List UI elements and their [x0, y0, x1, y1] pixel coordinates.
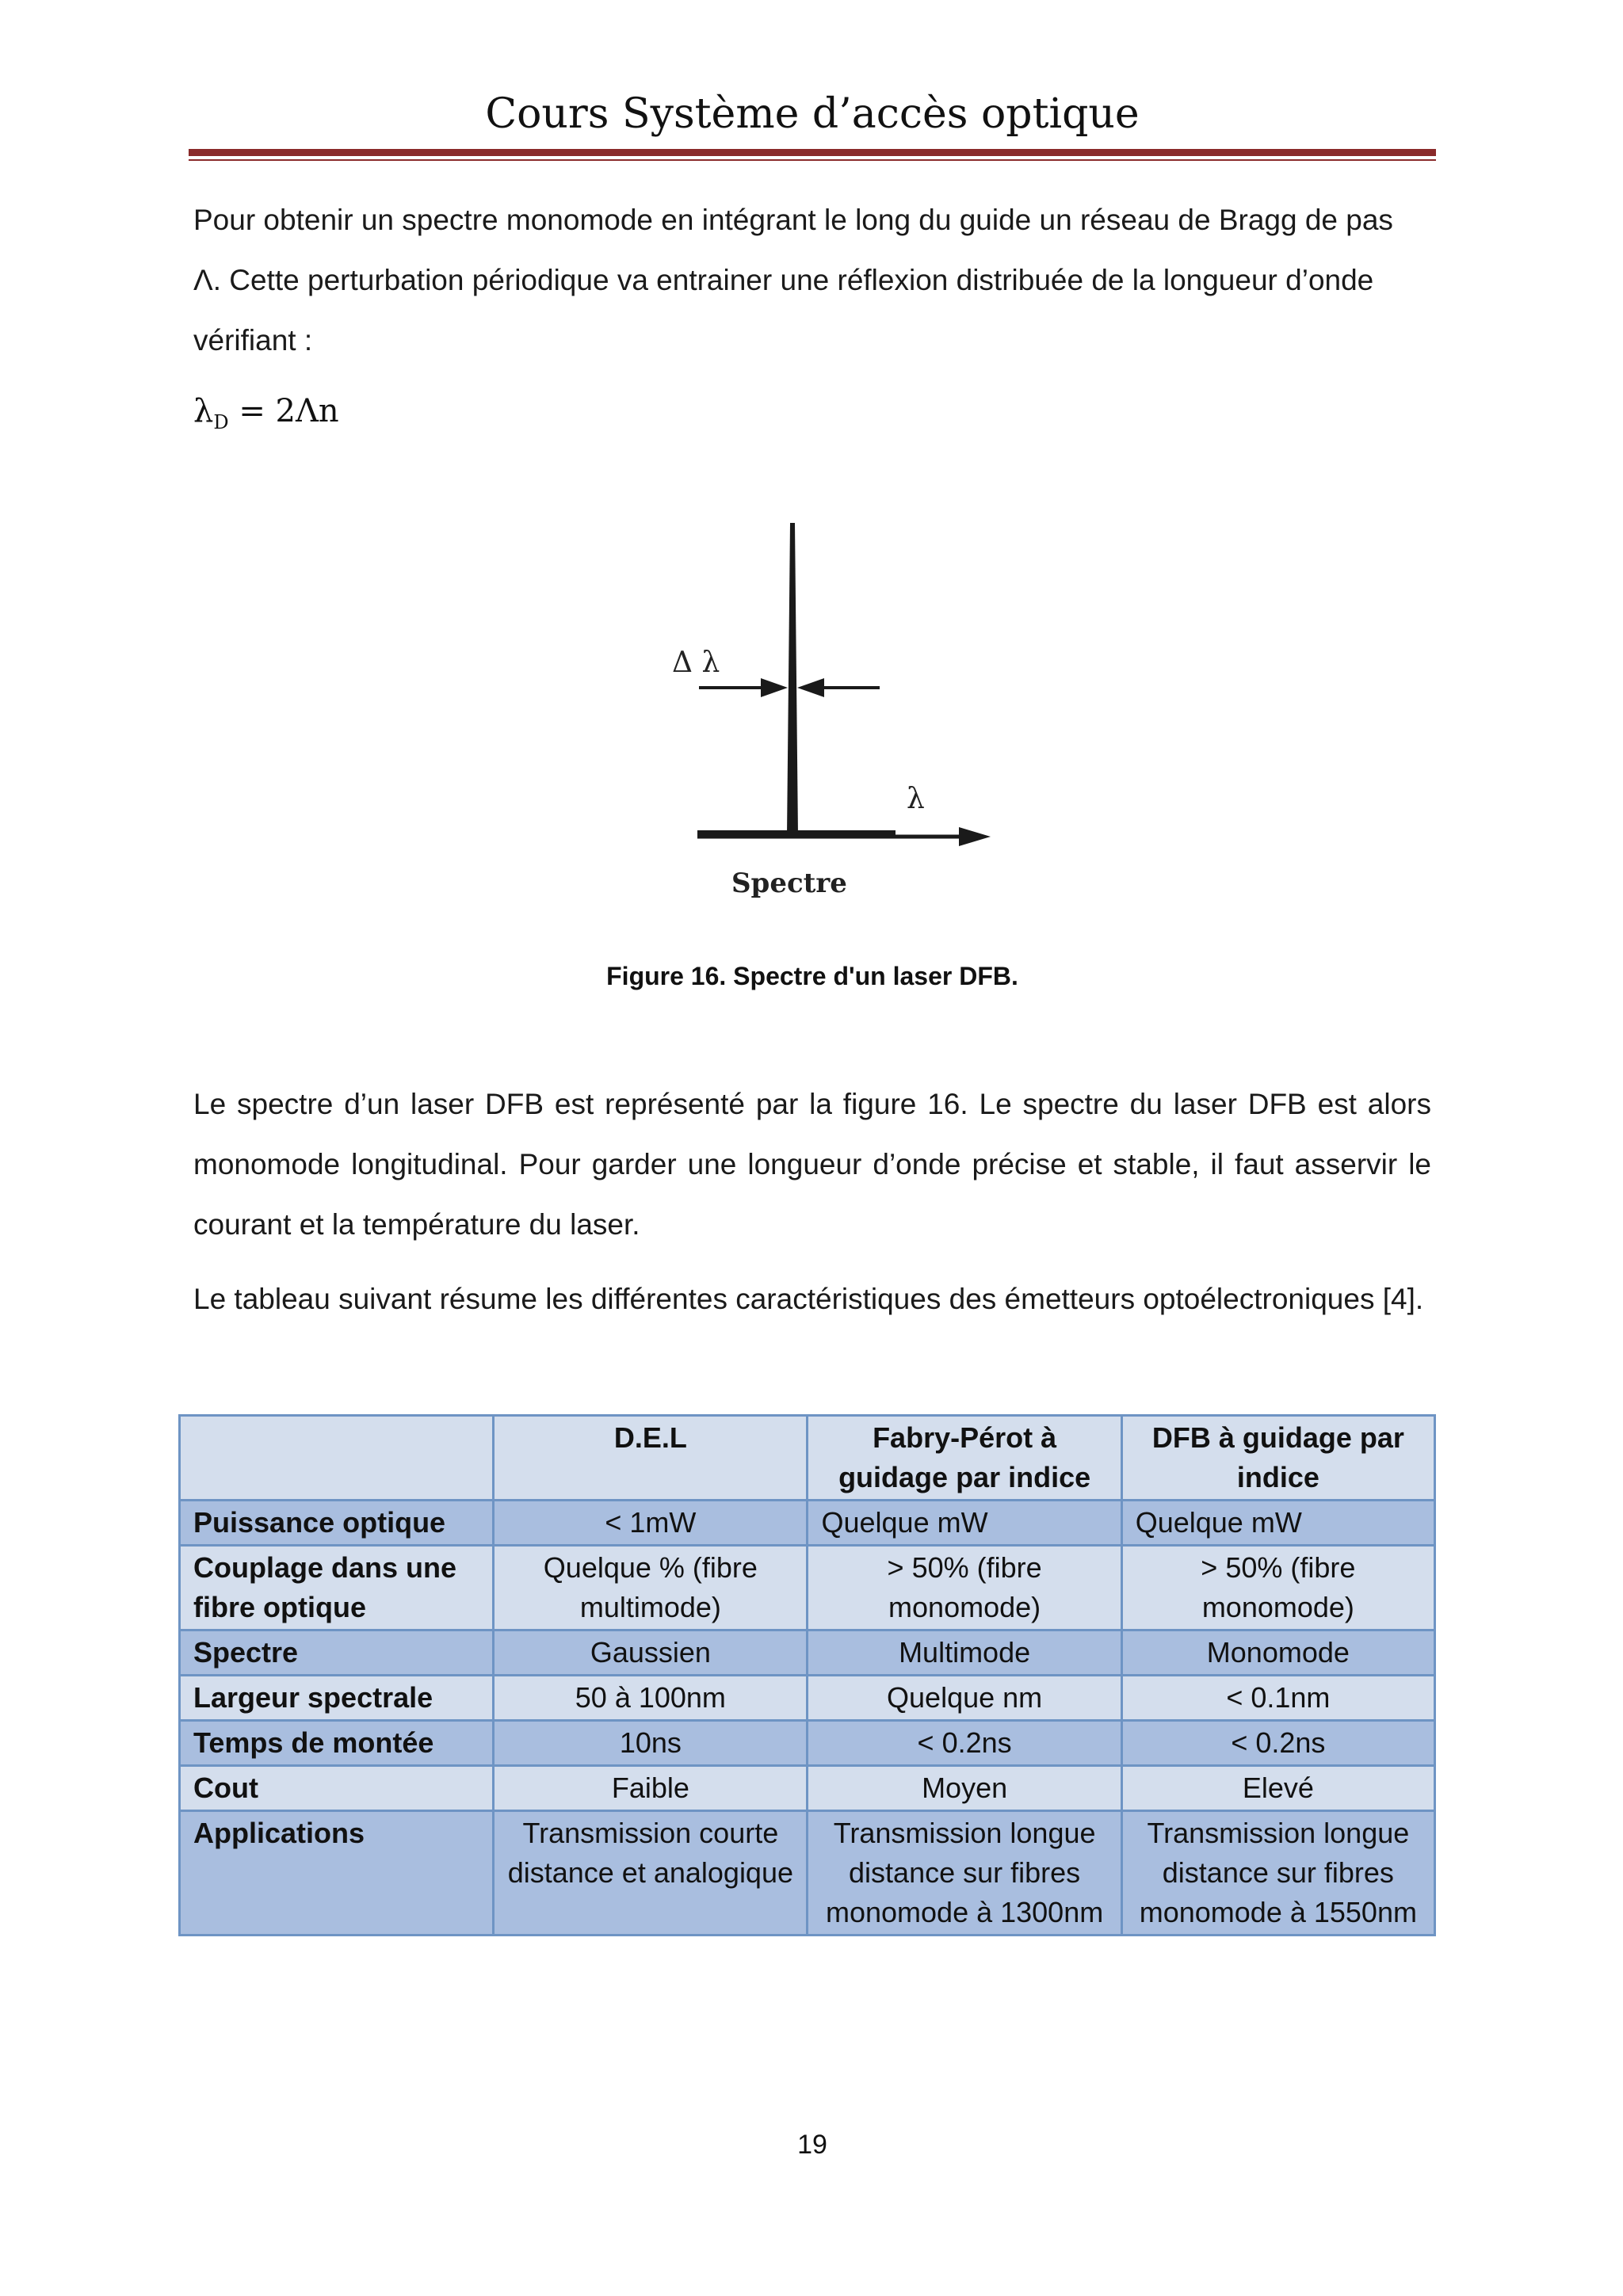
table-cell: < 0.2ns: [808, 1721, 1121, 1766]
table-cell: < 0.2ns: [1121, 1721, 1434, 1766]
page-header: [189, 90, 1436, 138]
paragraph-intro-line-3: vérifiant :: [193, 324, 313, 357]
table-header-cell: D.E.L: [494, 1416, 808, 1501]
emitters-comparison-table: [178, 1414, 1436, 1936]
row-label: Puissance optique: [180, 1501, 494, 1546]
table-cell: < 1mW: [494, 1501, 808, 1546]
table-cell: Moyen: [808, 1766, 1121, 1811]
row-label: Temps de montée: [180, 1721, 494, 1766]
table-cell: Multimode: [808, 1630, 1121, 1676]
table-cell: Elevé: [1121, 1766, 1434, 1811]
row-label: Spectre: [180, 1630, 494, 1676]
table-cell: Transmission longue distance sur fibres monomode à 1300nm: [808, 1811, 1121, 1936]
spectral-peak: [787, 523, 798, 836]
table-row: [180, 1546, 1435, 1630]
table-row: [180, 1811, 1435, 1936]
table-cell: Faible: [494, 1766, 808, 1811]
paragraph-table-intro: Le tableau suivant résume les différentes caractéristiques des émetteurs optoélectroniques [4].: [193, 1283, 1424, 1315]
table-cell: Quelque nm: [808, 1676, 1121, 1721]
delta-arrow-right-head: [797, 678, 824, 697]
header-rule: [189, 149, 1436, 156]
formula-lambda: λ: [193, 393, 214, 429]
row-label: Cout: [180, 1766, 494, 1811]
table-cell: Gaussien: [494, 1630, 808, 1676]
delta-arrow-left-head: [761, 678, 788, 697]
table-header-cell: Fabry-Pérot à guidage par indice: [808, 1416, 1121, 1501]
table-header-cell: DFB à guidage par indice: [1121, 1416, 1434, 1501]
table-cell: > 50% (fibre monomode): [1121, 1546, 1434, 1630]
row-label: Applications: [180, 1811, 494, 1936]
table-row: [180, 1501, 1435, 1546]
paragraph-dfb-spectrum: Le spectre d’un laser DFB est représenté par la figure 16. Le spectre du laser DFB est alors monomode longitudinal. Pour garder une longueur d’onde précise et stable, il faut asservir le courant et la température du laser.: [193, 1088, 1431, 1241]
baseline-band-right: [792, 830, 896, 837]
table-cell: Quelque % (fibre multimode): [494, 1546, 808, 1630]
spectre-label: Spectre: [731, 868, 847, 899]
row-label: Couplage dans une fibre optique: [180, 1546, 494, 1630]
table-cell: < 0.1nm: [1121, 1676, 1434, 1721]
table-row: [180, 1721, 1435, 1766]
formula-subscript: D: [213, 411, 229, 433]
baseline-band-left: [697, 830, 800, 837]
table-cell: Quelque mW: [1121, 1501, 1434, 1546]
figure-caption: Figure 16. Spectre d'un laser DFB.: [606, 962, 1018, 990]
lambda-axis-label: λ: [907, 783, 925, 815]
table-row: [180, 1676, 1435, 1721]
paragraph-intro-line-1: Pour obtenir un spectre monomode en intégrant le long du guide un réseau de Bragg de pas: [193, 204, 1393, 236]
table-cell: > 50% (fibre monomode): [808, 1546, 1121, 1630]
table-header-row: [180, 1416, 1435, 1501]
row-label: Largeur spectrale: [180, 1676, 494, 1721]
table-cell: 10ns: [494, 1721, 808, 1766]
table-row: [180, 1766, 1435, 1811]
bragg-formula: [193, 393, 339, 433]
header-title: Cours Système d’accès optique: [485, 90, 1140, 138]
paragraph-intro: [193, 190, 1431, 371]
table-cell: Transmission courte distance et analogique: [494, 1811, 808, 1936]
page-number: 19: [797, 2130, 827, 2160]
table-cell: Monomode: [1121, 1630, 1434, 1676]
header-rule-thin: [189, 159, 1436, 161]
table-cell: Transmission longue distance sur fibres monomode à 1550nm: [1121, 1811, 1434, 1936]
paragraph-intro-line-2: Λ. Cette perturbation périodique va entrainer une réflexion distribuée de la longueur d’onde: [193, 264, 1374, 296]
dfb-spectrum-figure: [626, 507, 991, 919]
table-header-cell: [180, 1416, 494, 1501]
delta-lambda-label: Δ λ: [672, 646, 720, 679]
table-row: [180, 1630, 1435, 1676]
table-cell: 50 à 100nm: [494, 1676, 808, 1721]
formula-rhs: = 2Λn: [228, 393, 339, 429]
table-cell: Quelque mW: [808, 1501, 1121, 1546]
axis-arrowhead: [959, 827, 991, 846]
